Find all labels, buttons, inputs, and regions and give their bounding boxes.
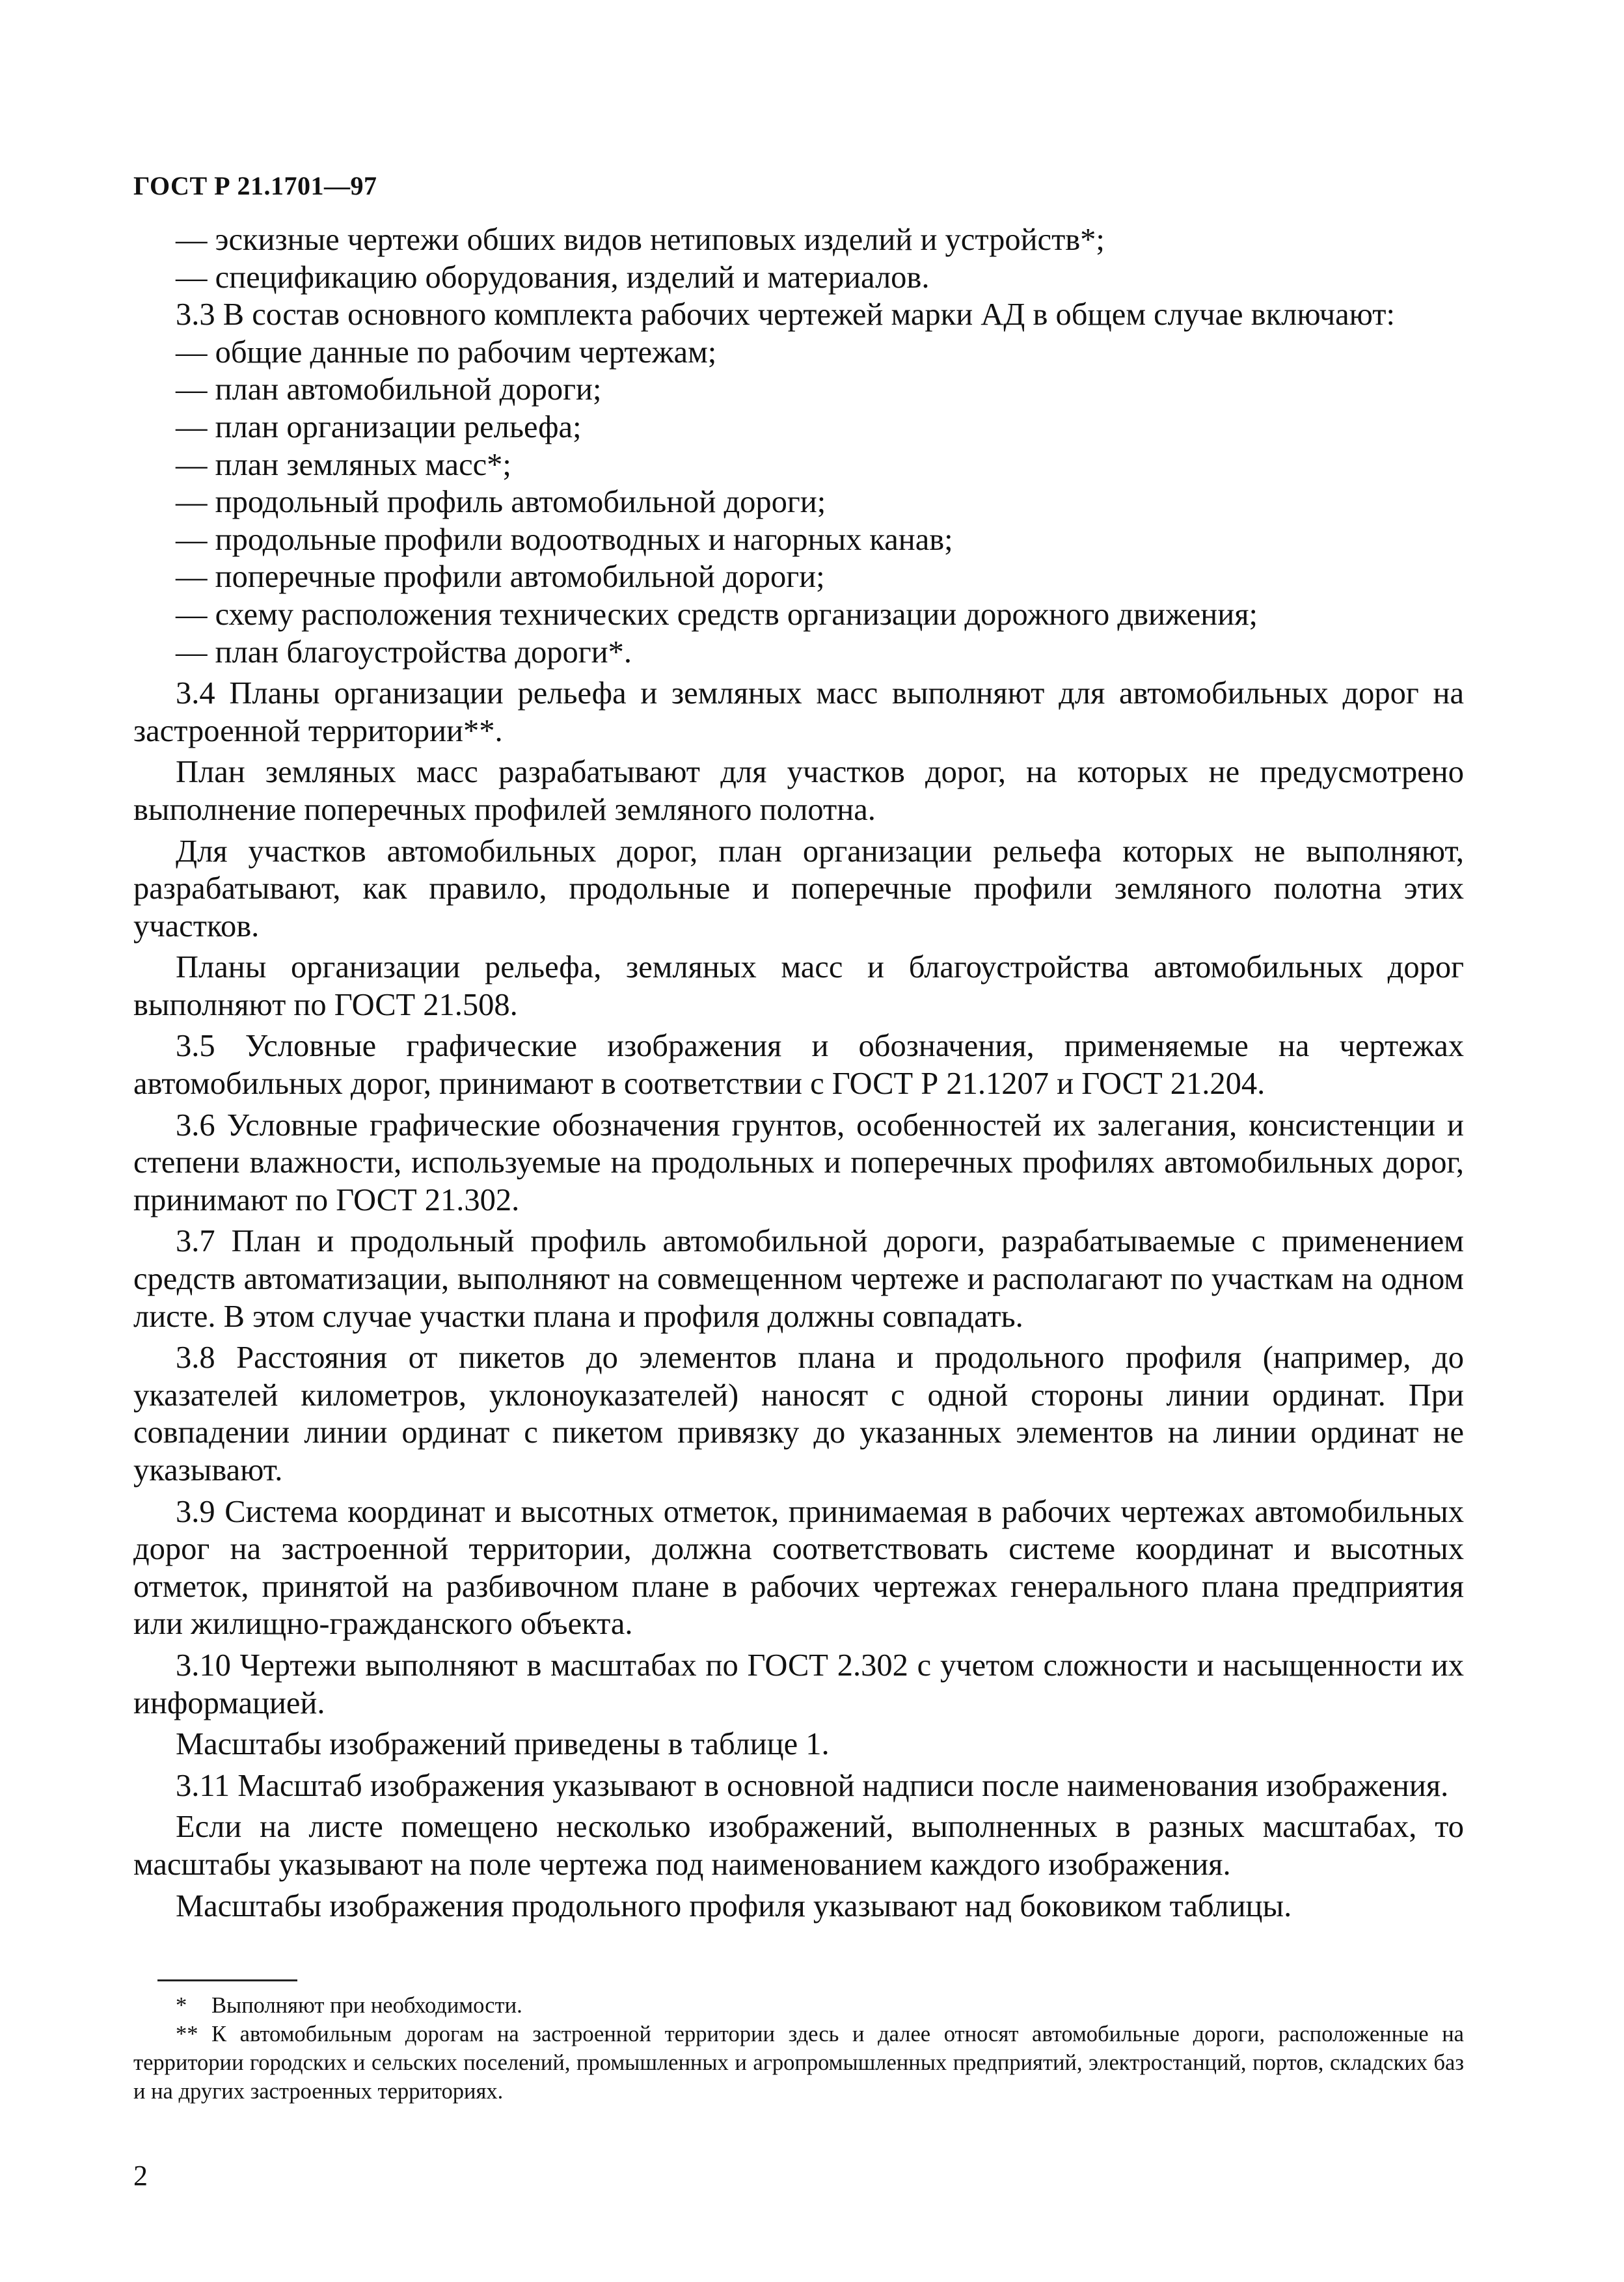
footnote [133, 2020, 1464, 2106]
clause-3-9: 3.9 Система координат и высотных отметок, принимаемая в рабочих чертежах автомобильных дорог на застроенной территории, должна соответствовать системе координат и высотных отметок, принятой на разбивочном плане в рабочих чертежах генерального плана предприятия или жилищно-гражданского объекта. [133, 1494, 1464, 1642]
clause-3-7: 3.7 План и продольный профиль автомобильной дороги, разрабатываемые с применением средств автоматизации, выполняют на совмещенном чертеже и располагают по участкам на одном листе. В этом случае участки плана и профиля должны совпадать. [133, 1224, 1464, 1334]
paragraph: Масштабы изображения продольного профиля указывают над боковиком таблицы. [176, 1888, 1292, 1923]
footnote-mark: * [176, 1993, 187, 2018]
list-item: — план благоустройства дороги*. [176, 634, 632, 670]
clause-3-4: 3.4 Планы организации рельефа и земляных масс выполняют для автомобильных дорог на застроенной территории**. [133, 676, 1464, 748]
footnote-text: К автомобильным дорогам на застроенной территории здесь и далее относят автомобильные дороги, расположенные на территории городских и сельских поселений, промышленных и агропромышленных предприятий, электростанций, портов, складских баз и на других застроенных территориях. [133, 2022, 1464, 2104]
clause-3-3: 3.3 В состав основного комплекта рабочих чертежей марки АД в общем случае включают: [176, 297, 1395, 333]
footnote-mark: ** [176, 2022, 198, 2046]
list-item: — продольный профиль автомобильной дороги; [176, 485, 826, 520]
list-item: — план земляных масс*; [176, 447, 511, 482]
clause-3-6: 3.6 Условные графические обозначения грунтов, особенностей их залегания, консистенции и степени влажности, используемые на продольных и поперечных профилях автомобильных дорог, принимают по ГОСТ 21.302. [133, 1107, 1464, 1217]
list-item: — спецификацию оборудования, изделий и материалов. [176, 260, 930, 295]
document-header: ГОСТ Р 21.1701—97 [133, 171, 377, 200]
body-text [133, 221, 1464, 1925]
list-item: — продольные профили водоотводных и нагорных канав; [176, 522, 953, 557]
footnote-divider [157, 1979, 297, 1981]
list-item: — план автомобильной дороги; [176, 372, 602, 407]
paragraph: Для участков автомобильных дорог, план организации рельефа которых не выполняют, разрабатывают, как правило, продольные и поперечные профили земляного полотна этих участков. [133, 834, 1464, 944]
clause-3-10: 3.10 Чертежи выполняют в масштабах по ГОСТ 2.302 с учетом сложности и насыщенности их информацией. [133, 1648, 1464, 1720]
clause-3-11: 3.11 Масштаб изображения указывают в основной надписи после наименования изображения. [176, 1768, 1449, 1803]
clause-3-5: 3.5 Условные графические изображения и обозначения, применяемые на чертежах автомобильных дорог, принимают в соответствии с ГОСТ Р 21.1207 и ГОСТ 21.204. [133, 1029, 1464, 1102]
list-item: — эскизные чертежи обших видов нетиповых изделий и устройств*; [176, 223, 1105, 257]
list-item: — поперечные профили автомобильной дороги; [176, 560, 825, 595]
footnote-text: Выполняют при необходимости. [211, 1993, 522, 2018]
footnotes [133, 1991, 1464, 2106]
page-number: 2 [133, 2160, 148, 2192]
paragraph: Планы организации рельефа, земляных масс и благоустройства автомобильных дорог выполняют по ГОСТ 21.508. [133, 950, 1464, 1022]
paragraph: План земляных масс разрабатывают для участков дорог, на которых не предусмотрено выполнение поперечных профилей земляного полотна. [133, 755, 1464, 827]
list-item: — общие данные по рабочим чертежам; [176, 334, 717, 370]
footnote [133, 1991, 1464, 2020]
paragraph: Если на листе помещено несколько изображений, выполненных в разных масштабах, то масштабы указывают на поле чертежа под наименованием каждого изображения. [133, 1810, 1464, 1882]
list-item: — схему расположения технических средств организации дорожного движения; [176, 597, 1258, 632]
list-item: — план организации рельефа; [176, 409, 582, 444]
paragraph: Масштабы изображений приведены в таблице 1. [176, 1727, 830, 1762]
clause-3-8: 3.8 Расстояния от пикетов до элементов плана и продольного профиля (например, до указателей километров, уклоноуказателей) наносят с одной стороны линии ординат. При совпадении линии ординат с пикетом привязку до указанных элементов на линии ординат не указывают. [133, 1340, 1464, 1487]
